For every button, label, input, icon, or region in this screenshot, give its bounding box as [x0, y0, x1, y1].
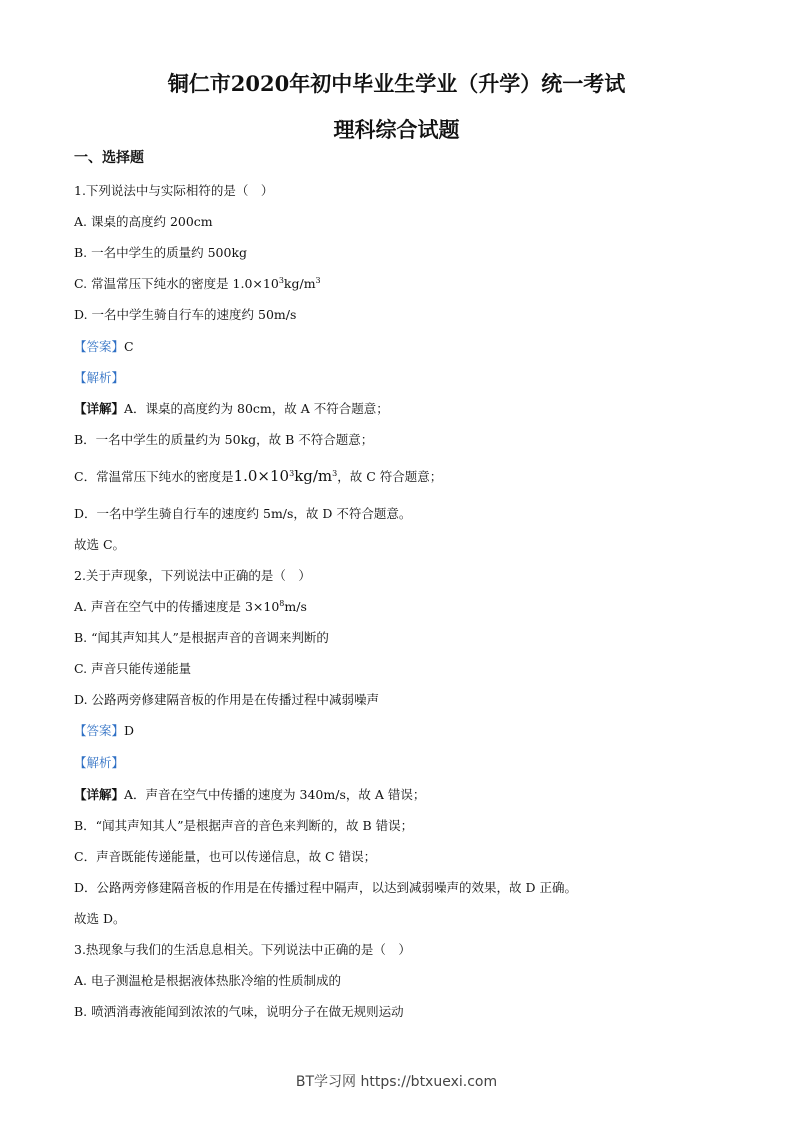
- q2-option-a-unit: m/s: [284, 599, 307, 614]
- q2-stem: 2.关于声现象，下列说法中正确的是（ ）: [74, 568, 311, 583]
- detail-text: A．声音在空气中传播的速度为 340m/s，故 A 错误；: [124, 787, 426, 802]
- q2-option-c: C. 声音只能传递能量: [74, 661, 192, 676]
- detail-c-text: C．常温常压下纯水的密度是: [74, 469, 234, 484]
- q1-option-c-text: C. 常温常压下纯水的密度是 1.0×10: [74, 276, 279, 291]
- q1-detail-d: D．一名中学生骑自行车的速度约 5m/s，故 D 不符合题意。: [74, 506, 412, 521]
- exam-title: 铜仁市2020年初中毕业生学业（升学）统一考试: [167, 71, 626, 96]
- q1-option-b: B. 一名中学生的质量约 500kg: [74, 245, 248, 260]
- section-heading: 一、选择题: [74, 150, 144, 166]
- answer-tag: 【答案】: [74, 339, 125, 354]
- detail-tag: 【详解】: [74, 787, 125, 802]
- q3-option-b: B. 喷洒消毒液能闻到浓浓的气味，说明分子在做无规则运动: [74, 1004, 404, 1019]
- q1-detail-c: [74, 468, 442, 485]
- q2-option-d: D. 公路两旁修建隔音板的作用是在传播过程中减弱噪声: [74, 692, 380, 707]
- q2-analysis-tag: 【解析】: [74, 755, 125, 770]
- q1-detail-a: [74, 401, 389, 417]
- q1-stem: 1.下列说法中与实际相符的是（ ）: [74, 183, 274, 198]
- footer-watermark[interactable]: BT学习网 https://btxuexi.com: [295, 1074, 498, 1090]
- q2-detail-b: B．“闻其声知其人”是根据声音的音色来判断的，故 B 错误；: [74, 818, 414, 833]
- q1-option-c-unit: kg/m: [283, 276, 316, 291]
- q1-analysis-tag: 【解析】: [74, 370, 125, 385]
- q3-option-a: A. 电子测温枪是根据液体热胀冷缩的性质制成的: [74, 973, 341, 988]
- q2-conclusion: 故选 D。: [74, 911, 126, 926]
- q2-option-a-exp: 8: [279, 598, 285, 608]
- exam-subtitle: 理科综合试题: [333, 117, 460, 142]
- detail-c-exp2: 3: [332, 468, 338, 478]
- q2-detail-c: C．声音既能传递能量，也可以传递信息，故 C 错误；: [74, 849, 377, 864]
- q2-detail-d: D．公路两旁修建隔音板的作用是在传播过程中隔声，以达到减弱噪声的效果，故 D 正确。: [74, 880, 577, 895]
- q2-option-a: [74, 599, 307, 615]
- q2-answer: [74, 723, 134, 739]
- q1-option-c: [74, 276, 321, 292]
- detail-c-unit: kg/m: [294, 467, 333, 485]
- q1-option-d: D. 一名中学生骑自行车的速度约 50m/s: [74, 307, 297, 322]
- q2-option-b: B. “闻其声知其人”是根据声音的音调来判断的: [74, 630, 329, 645]
- q3-stem: 3.热现象与我们的生活息息相关。下列说法中正确的是（ ）: [74, 942, 411, 957]
- detail-c-value: 1.0×10: [233, 467, 290, 485]
- answer-value: C: [124, 339, 134, 354]
- detail-c-exp1: 3: [289, 468, 295, 478]
- detail-c-post: ，故 C 符合题意；: [337, 469, 443, 484]
- q2-option-a-text: A. 声音在空气中的传播速度是 3×10: [74, 599, 280, 614]
- q1-option-c-exp2: 3: [315, 275, 321, 285]
- answer-value: D: [124, 723, 135, 738]
- detail-tag: 【详解】: [74, 401, 125, 416]
- q1-detail-b: B．一名中学生的质量约为 50kg，故 B 不符合题意；: [74, 432, 374, 447]
- detail-text: A．课桌的高度约为 80cm，故 A 不符合题意；: [124, 401, 389, 416]
- q1-option-c-exp1: 3: [278, 275, 284, 285]
- q1-answer: [74, 339, 134, 355]
- answer-tag: 【答案】: [74, 723, 125, 738]
- q1-option-a: A. 课桌的高度约 200cm: [74, 214, 213, 229]
- q1-conclusion: 故选 C。: [74, 537, 126, 552]
- q2-detail-a: [74, 787, 425, 803]
